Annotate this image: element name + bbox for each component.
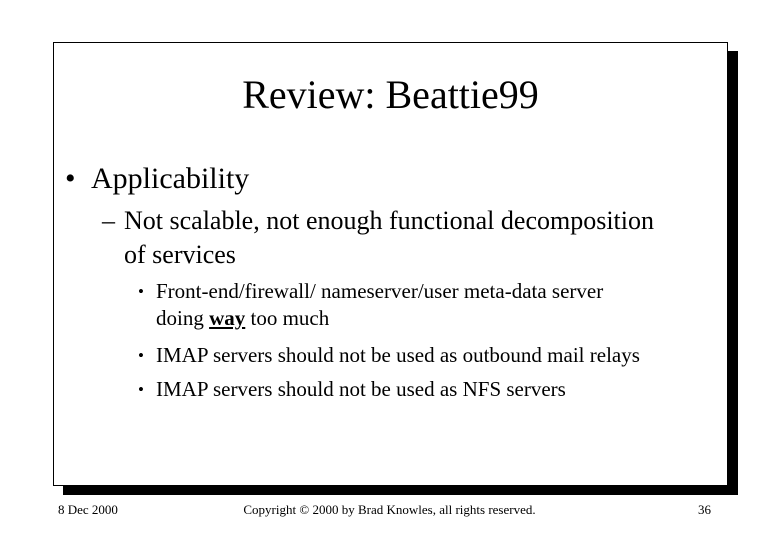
bullet-level3-line2: [156, 305, 716, 332]
bullet-level3-text: [156, 278, 716, 332]
bullet-icon: •: [138, 346, 144, 365]
emphasized-word: way: [209, 306, 246, 330]
slide-title: Review: Beattie99: [242, 72, 539, 117]
bullet-icon: •: [65, 162, 76, 195]
bullet-icon: •: [138, 282, 144, 301]
bullet-level2-text: [124, 204, 714, 272]
bullet-level3-line1: Front-end/firewall/ nameserver/user meta-data server: [156, 279, 604, 303]
text-fragment: too much: [245, 306, 330, 330]
bullet-icon: •: [138, 380, 144, 399]
text-fragment: doing: [156, 306, 210, 330]
bullet-level2-line2: of services: [124, 240, 236, 269]
footer-page-number: 36: [698, 502, 711, 517]
bullet-level3-text: IMAP servers should not be used as NFS servers: [156, 377, 566, 401]
bullet-level1-text: Applicability: [91, 162, 250, 195]
slide-frame: [53, 42, 728, 486]
bullet-level3-text: IMAP servers should not be used as outbound mail relays: [156, 343, 640, 367]
bullet-level2-line1: Not scalable, not enough functional decomposition: [124, 206, 654, 235]
footer-date: 8 Dec 2000: [58, 502, 118, 517]
dash-icon: –: [102, 206, 115, 235]
footer-copyright: Copyright © 2000 by Brad Knowles, all rights reserved.: [243, 502, 536, 517]
